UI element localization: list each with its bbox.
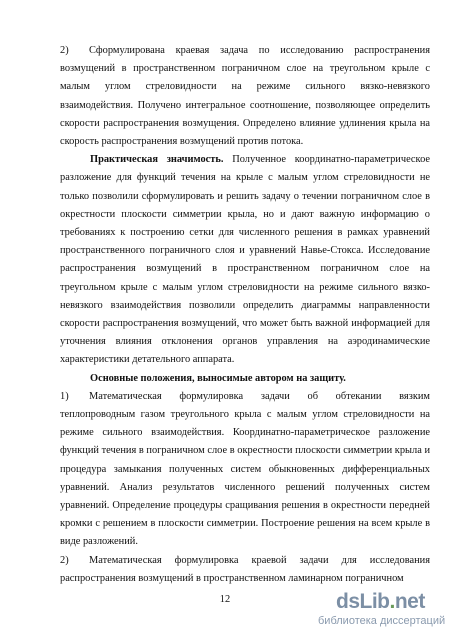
paragraph-text: Математическая формулировка краевой задачи для исследования распространения возмущений в пространственном ламинарном пограничном bbox=[60, 554, 430, 584]
watermark-logo: dsLib.net bbox=[336, 590, 425, 613]
watermark-subtitle: библиотека диссертаций bbox=[318, 615, 446, 627]
paragraph-item-2 bbox=[60, 552, 430, 588]
paragraph-item-2-intro bbox=[60, 42, 430, 151]
list-number: 2) bbox=[60, 45, 69, 56]
page-number: 12 bbox=[219, 594, 231, 605]
practical-significance-paragraph bbox=[60, 151, 430, 369]
list-number: 1) bbox=[60, 390, 69, 402]
dslib-watermark bbox=[318, 590, 446, 630]
paragraph-text: Математическая формулировка задачи об обтекании вязким теплопроводным газом треугольного крыла с малым углом стреловидности на режиме сильного взаимодействия. Координатно-параметрическое разложение функций течения в пограничном слое в окрестности плоскости симметрии крыла и процедура замыкания полученных систем обыкновенных дифференциальных уравнений. Анализ результатов численного решений полученных систем уравнений. Определение процедуры сращивания решения в окрестности передней кромки с решением в плоскости симметрии. Построение решения на всем крыле в виде разложений. bbox=[60, 390, 430, 548]
paragraph-text: Сформулирована краевая задача по исследованию распространения возмущений в пространственном пограничном слое на треугольном крыле с малым углом стреловидности на режиме сильного вязко-невязкого взаимодействия. Получено интегральное соотношение, позволяющее определить скорости распространения возмущения. Определено влияние удлинения крыла на скорость распространения возмущений против потока. bbox=[60, 45, 430, 148]
defense-theses-heading: Основные положения, выносимые автором на защиту. bbox=[90, 372, 346, 384]
list-number: 2) bbox=[60, 554, 69, 566]
paragraph-item-1 bbox=[60, 388, 430, 552]
paragraph-text: Полученное координатно-параметрическое разложение для функций течения на крыле с малым углом стреловидности не только позволили сформулировать и решить задачу о течении пограничном слое в окрестности плоскости симметрии крыла, но и дают важную информацию о требованиях к построению сетки для численного решения в рамках уравнений пространственного пограничного слоя и уравнений Навье-Стокса. Исследование распространения возмущений в пространственном пограничном слое на треугольном крыле с малым углом стреловидности на режиме сильного вязко-невязкого взаимодействия позволили определить диаграммы направленности скорости распространения возмущений, что может быть важной информацией для уточнения влияния отклонения органов управления на аэродинамические характеристики детательного аппарата. bbox=[60, 154, 430, 366]
body-text bbox=[60, 42, 430, 588]
practical-significance-heading: Практическая значимость. bbox=[90, 154, 224, 166]
